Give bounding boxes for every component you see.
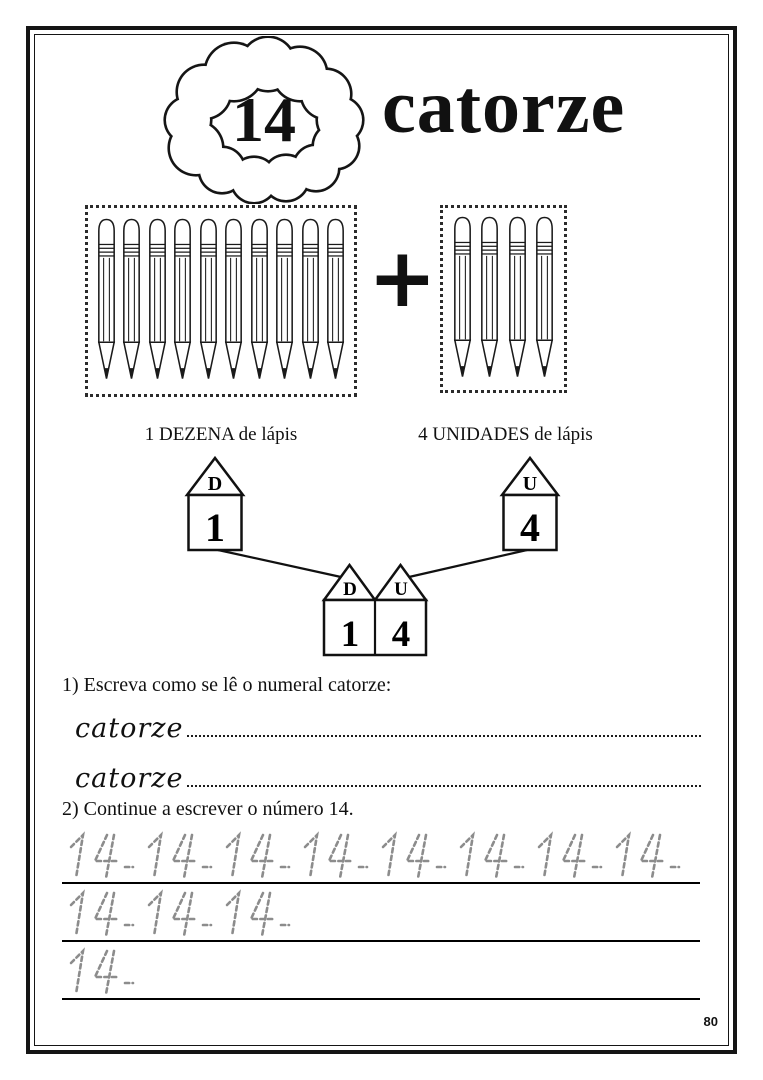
- cursive-word-2: catorze: [75, 763, 184, 794]
- combined-tens-digit: 1: [340, 614, 360, 655]
- pencil-icon: [222, 215, 245, 387]
- tens-house-letter: D: [207, 473, 223, 495]
- dotted-writing-line-1: [187, 735, 701, 737]
- pencil-icon: [146, 215, 169, 387]
- pencil-icon: [324, 215, 347, 387]
- place-value-diagram: [0, 450, 763, 665]
- units-group-label: 4 UNIDADES de lápis: [418, 424, 593, 445]
- tens-house-digit: 1: [205, 505, 225, 550]
- exercise2-prompt: 2) Continue a escrever o número 14.: [62, 798, 354, 820]
- practice-rows: [62, 826, 700, 1000]
- pencil-icon: [478, 213, 501, 385]
- pencil-icon: [299, 215, 322, 387]
- traced-numeral-14: [140, 830, 218, 882]
- units-pencil-box: [440, 205, 567, 393]
- cursive-word-1: catorze: [75, 713, 184, 744]
- tens-group-label: 1 DEZENA de lápis: [144, 424, 298, 445]
- pencil-icon: [120, 215, 143, 387]
- dotted-writing-line-2: [187, 785, 701, 787]
- traced-numeral-14: [374, 830, 452, 882]
- traced-numeral-14: [530, 830, 608, 882]
- pencil-icon: [506, 213, 529, 385]
- number-word-title: catorze: [382, 65, 626, 149]
- traced-numeral-14: [218, 830, 296, 882]
- number-cloud: [158, 36, 370, 204]
- traced-numeral-14: [62, 888, 140, 940]
- pencil-icon: [171, 215, 194, 387]
- pencil-icon: [273, 215, 296, 387]
- combined-units-letter: U: [394, 579, 408, 600]
- pencil-icon: [248, 215, 271, 387]
- traced-numeral-14: [218, 888, 296, 940]
- traced-numeral-14: [62, 946, 140, 998]
- traced-numeral-14: [608, 830, 686, 882]
- units-house-letter: U: [522, 473, 538, 495]
- traced-numeral-14: [296, 830, 374, 882]
- plus-sign: +: [368, 231, 437, 326]
- exercise1-prompt: 1) Escreva como se lê o numeral catorze:: [62, 674, 392, 696]
- handwriting-line-1: [75, 704, 701, 744]
- traced-numeral-14: [62, 830, 140, 882]
- combined-units-digit: 4: [391, 614, 411, 655]
- tens-pencil-box: [85, 205, 357, 397]
- practice-row-3: [62, 942, 700, 1000]
- units-house-digit: 4: [520, 505, 540, 550]
- numeral-in-cloud: 14: [232, 84, 296, 155]
- practice-row-1: [62, 826, 700, 884]
- handwriting-line-2: [75, 754, 701, 794]
- pencil-icon: [533, 213, 556, 385]
- page-number: 80: [703, 1014, 718, 1029]
- pencil-icon: [197, 215, 220, 387]
- combined-tens-letter: D: [343, 579, 357, 600]
- practice-row-2: [62, 884, 700, 942]
- pencil-icon: [451, 213, 474, 385]
- pencil-icon: [95, 215, 118, 387]
- traced-numeral-14: [452, 830, 530, 882]
- traced-numeral-14: [140, 888, 218, 940]
